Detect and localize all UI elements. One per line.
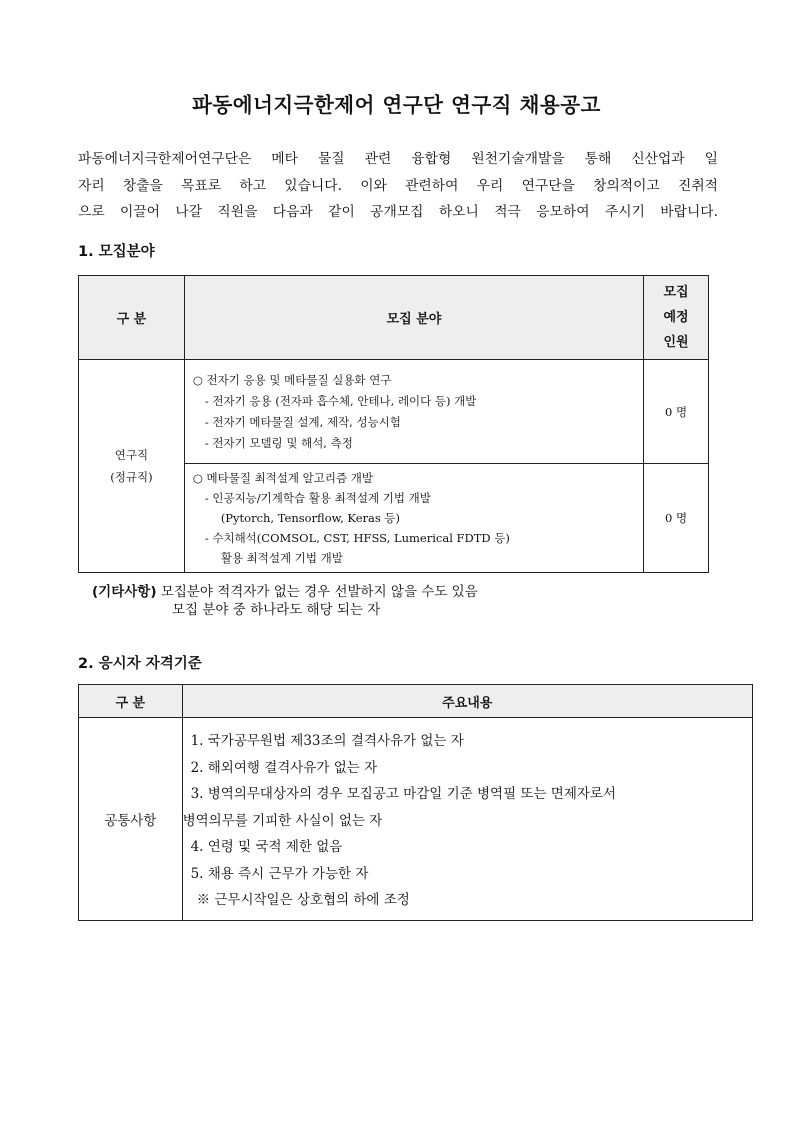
category-label: 연구직 (114, 448, 149, 462)
field-item: - 전자기 응용 (전자파 흡수체, 안테나, 레이다 등) 개발 (204, 393, 477, 408)
header-count-line: 모집 (663, 285, 689, 300)
table-header-row (79, 685, 753, 718)
intro-line: 파동에너지극한제어연구단은 메타 물질 관련 융합형 원천기술개발을 통해 신산업과 일 (78, 151, 718, 167)
notes (92, 583, 478, 619)
section-heading-qualifications: 2. 응시자 자격기준 (78, 656, 202, 672)
category-cell (79, 360, 185, 573)
field-item: - 전자기 모델링 및 해석, 측정 (204, 435, 353, 450)
table-row (79, 718, 753, 921)
field-item: - 전자기 메타물질 설계, 제작, 성능시험 (204, 414, 401, 429)
intro-line: 으로 이끌어 나갈 직원을 다음과 같이 공개모집 하오니 적극 응모하여 주시기 바랍니다. (78, 204, 718, 220)
qualification-item: 병역의무를 기피한 사실이 없는 자 (182, 812, 383, 829)
header-category: 구 분 (79, 276, 185, 360)
header-field: 모집 분야 (184, 276, 643, 360)
field-cell (184, 464, 643, 573)
field-item: 활용 최적설계 기법 개발 (220, 551, 343, 565)
field-cell (184, 360, 643, 464)
field-item: - 수치해석(COMSOL, CST, HFSS, Lumerical FDTD 등) (204, 531, 510, 545)
table-row (79, 360, 709, 464)
header-count (644, 276, 709, 360)
qualification-item: 3. 병역의무대상자의 경우 모집공고 마감일 기준 병역필 또는 면제자로서 (190, 786, 616, 802)
content-cell (182, 718, 752, 921)
category-cell: 공통사항 (79, 718, 183, 921)
notes-text: 모집 분야 중 하나라도 해당 되는 자 (172, 602, 381, 618)
section-heading-recruitment: 1. 모집분야 (78, 244, 155, 260)
field-title: ○ 전자기 응용 및 메타물질 실용화 연구 (192, 372, 392, 387)
count-cell: 0 명 (644, 464, 709, 573)
category-sublabel: (정규직) (110, 470, 153, 484)
intro-line: 자리 창출을 목표로 하고 있습니다. 이와 관련하여 우리 연구단을 창의적이고 진취적 (78, 177, 718, 194)
qualification-item: 2. 해외여행 결격사유가 없는 자 (190, 759, 378, 776)
qualification-note: ※ 근무시작일은 상호협의 하에 조정 (196, 892, 410, 908)
field-item: (Pytorch, Tensorflow, Keras 등) (220, 511, 401, 525)
field-title: ○ 메타물질 최적설계 알고리즘 개발 (192, 471, 373, 485)
field-item: - 인공지능/기계학습 활용 최적설계 기법 개발 (204, 491, 431, 505)
qualification-item: 1. 국가공무원법 제33조의 결격사유가 없는 자 (190, 733, 464, 749)
notes-label: (기타사항) (92, 584, 157, 600)
header-count-line: 예정 (663, 310, 689, 325)
notes-text: 모집분야 적격자가 없는 경우 선발하지 않을 수도 있음 (160, 584, 478, 600)
qualification-item: 5. 채용 즉시 근무가 가능한 자 (190, 865, 369, 882)
header-count-line: 인원 (663, 335, 689, 350)
table-header-row (79, 276, 709, 360)
header-content: 주요내용 (182, 685, 752, 718)
intro-paragraph (78, 146, 718, 226)
qualifications-table (78, 684, 753, 921)
qualification-item: 4. 연령 및 국적 제한 없음 (190, 839, 343, 855)
page-title: 파동에너지극한제어 연구단 연구직 채용공고 (192, 93, 601, 117)
count-cell: 0 명 (644, 360, 709, 464)
recruitment-table (78, 275, 709, 573)
header-category: 구 분 (79, 685, 183, 718)
